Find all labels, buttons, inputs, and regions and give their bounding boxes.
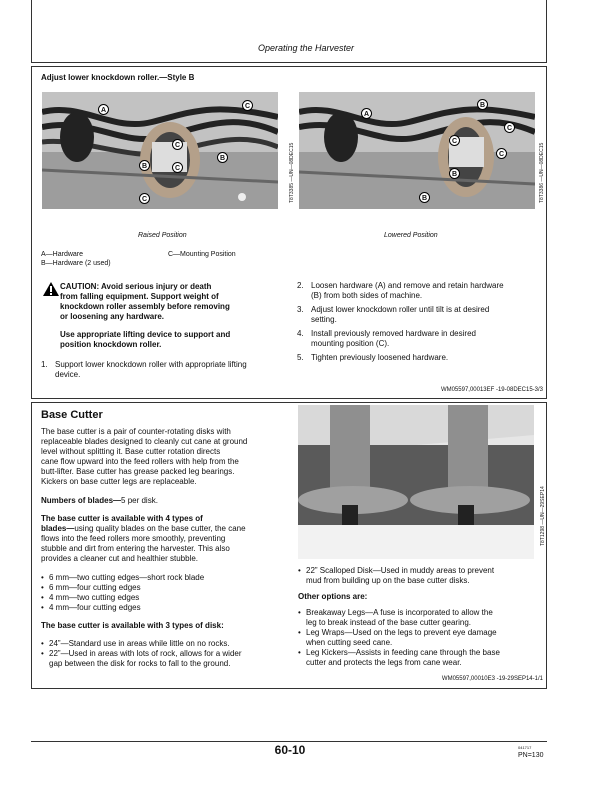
callout-b: B	[419, 192, 430, 203]
types-text: stubble and dirt from entering the harvester. This also	[41, 544, 230, 553]
step-text: setting.	[311, 315, 337, 324]
disk-types-list	[41, 639, 296, 669]
raised-position-photo	[42, 92, 278, 209]
list-item-line: • Leg Wraps—Used on the legs to prevent eye damage	[306, 628, 497, 637]
footer-date: 041717	[518, 745, 532, 750]
options-list	[298, 608, 543, 668]
scalloped-disk-item	[298, 566, 543, 586]
list-item	[298, 566, 543, 586]
blade-types-list	[41, 573, 291, 613]
disk-types-heading: The base cutter is available with 3 types of disk:	[41, 621, 224, 630]
step-item	[297, 329, 542, 349]
caution-line-3: knockdown roller assembly before removing	[60, 302, 230, 311]
list-item-line: when cutting seed cane.	[306, 638, 393, 647]
page-header-title: Operating the Harvester	[257, 43, 355, 53]
other-options-heading: Other options are:	[298, 592, 368, 601]
list-item	[298, 648, 543, 668]
intro-line: butt-lifter. Base cutter has grease packed leg bearings.	[41, 467, 235, 476]
step-number: 1.	[41, 360, 48, 369]
types-text: provides a cleaner cut and healthier stubble.	[41, 554, 198, 563]
lowered-position-photo	[299, 92, 535, 209]
step-text: Tighten previously loosened hardware.	[311, 353, 449, 362]
photo-id: T8T3386 —UN—08DEC15	[539, 142, 545, 203]
base-cutter-section	[31, 402, 547, 689]
reference-code: WM05597,00013EF -19-08DEC15-3/3	[440, 387, 543, 393]
caution-line-2: from falling equipment. Support weight of	[60, 292, 219, 301]
list-item-line: gap between the disk for rocks to fall to the ground.	[49, 659, 231, 668]
warning-triangle-icon	[43, 282, 59, 296]
callout-a: A	[98, 104, 109, 115]
blade-types-paragraph	[41, 514, 296, 564]
intro-paragraph	[41, 427, 291, 487]
list-item-line: • 22”—Used in areas with lots of rock, allows for a wider	[49, 649, 242, 658]
footer-rule	[31, 741, 547, 742]
callout-c: C	[504, 122, 515, 133]
callout-b: B	[477, 99, 488, 110]
types-heading: The base cutter is available with 4 types of	[41, 514, 203, 523]
legend-mounting-position: C—Mounting Position	[168, 251, 236, 258]
caution-line-1: CAUTION: Avoid serious injury or death	[60, 282, 212, 291]
base-cutter-illustration	[298, 405, 534, 559]
callout-c: C	[139, 193, 150, 204]
list-item	[298, 628, 543, 648]
section-title: Base Cutter	[41, 409, 103, 421]
callout-c: C	[449, 135, 460, 146]
list-item-line: leg to break instead of the base cutter gearing.	[306, 618, 471, 627]
legend-hardware: A—Hardware	[41, 251, 84, 258]
step-text: mounting position (C).	[311, 339, 390, 348]
intro-line: level without splitting it. Base cutter rotation directs	[41, 447, 221, 456]
step-text: Support lower knockdown roller with appropriate lifting	[55, 360, 247, 369]
list-item-line: mud from building up on the base cutter disks.	[306, 576, 470, 585]
header-rule-left	[31, 0, 32, 63]
photo-id: T8T3385 —UN—08DEC15	[289, 142, 295, 203]
photo-id: T8T1298 —UN—29SEP14	[540, 486, 546, 546]
blades-label: Numbers of blades—	[41, 496, 122, 505]
step-text: Install previously removed hardware in desired	[311, 329, 476, 338]
step-text: Loosen hardware (A) and remove and retain hardware	[311, 281, 504, 290]
callout-b: B	[139, 160, 150, 171]
step-text: Adjust lower knockdown roller until tilt is at desired	[311, 305, 490, 314]
caution2-line-1: Use appropriate lifting device to support and	[60, 330, 231, 339]
intro-line: The base cutter is a pair of counter-rotating disks with	[41, 427, 231, 436]
list-item-line: • Breakaway Legs—A fuse is incorporated to allow the	[306, 608, 493, 617]
callout-b: B	[217, 152, 228, 163]
step-number: 2.	[297, 281, 304, 290]
legend-hardware-2: B—Hardware (2 used)	[41, 260, 111, 267]
header-rule-right	[546, 0, 547, 63]
types-text: flows into the feed rollers more smoothly, preventing	[41, 534, 226, 543]
step-item	[297, 281, 542, 301]
list-item: • 4 mm—four cutting edges	[41, 603, 291, 613]
callout-c: C	[172, 162, 183, 173]
list-item-line: cutter and protects the legs from cane wear.	[306, 658, 462, 667]
intro-line: Kickers on base cutter legs are replaceable.	[41, 477, 197, 486]
caution-line-4: or loosening any hardware.	[60, 312, 165, 321]
footer-pn: PN=130	[518, 752, 544, 759]
list-item: • 6 mm—two cutting edges—short rock blade	[41, 573, 291, 583]
intro-line: cane flow upward into the feed rollers with help from the	[41, 457, 239, 466]
page-number: 60-10	[274, 743, 306, 757]
list-item: • 24”—Standard use in areas while little on no rocks.	[41, 639, 296, 649]
lowered-position-caption: Lowered Position	[384, 232, 438, 239]
caution2-line-2: position knockdown roller.	[60, 340, 162, 349]
step-item	[297, 305, 542, 325]
intro-line: replaceable blades designed to cleanly cut cane at ground	[41, 437, 248, 446]
raised-position-caption: Raised Position	[138, 232, 187, 239]
blades-count	[41, 496, 158, 506]
types-heading: blades—	[41, 524, 75, 533]
list-item: • 4 mm—two cutting edges	[41, 593, 291, 603]
step-text: (B) from both sides of machine.	[311, 291, 423, 300]
knockdown-roller-section	[31, 66, 547, 399]
list-item: • 6 mm—four cutting edges	[41, 583, 291, 593]
step-text: device.	[55, 370, 81, 379]
step-item	[297, 353, 542, 363]
step-number: 4.	[297, 329, 304, 338]
list-item-line: • Leg Kickers—Assists in feeding cane through the base	[306, 648, 500, 657]
steps-right	[297, 281, 542, 367]
callout-b: B	[449, 168, 460, 179]
callout-c: C	[242, 100, 253, 111]
callout-c: C	[172, 139, 183, 150]
callout-a: A	[361, 108, 372, 119]
callout-c: C	[496, 148, 507, 159]
step-number: 3.	[297, 305, 304, 314]
header-rule-bottom	[31, 62, 547, 63]
list-item	[41, 649, 296, 669]
list-item-line: • 22” Scalloped Disk—Used in muddy areas to prevent	[306, 566, 495, 575]
base-cutter-photo	[298, 405, 534, 559]
types-text: using quality blades on the base cutter, the cane	[74, 524, 246, 533]
blades-value: 5 per disk.	[121, 496, 158, 505]
step-item	[41, 360, 286, 380]
raised-position-illustration	[42, 92, 278, 209]
section-title: Adjust lower knockdown roller.—Style B	[41, 73, 195, 82]
step-number: 5.	[297, 353, 304, 362]
list-item	[298, 608, 543, 628]
reference-code: WM05597,00010E3 -19-29SEP14-1/1	[441, 676, 543, 682]
